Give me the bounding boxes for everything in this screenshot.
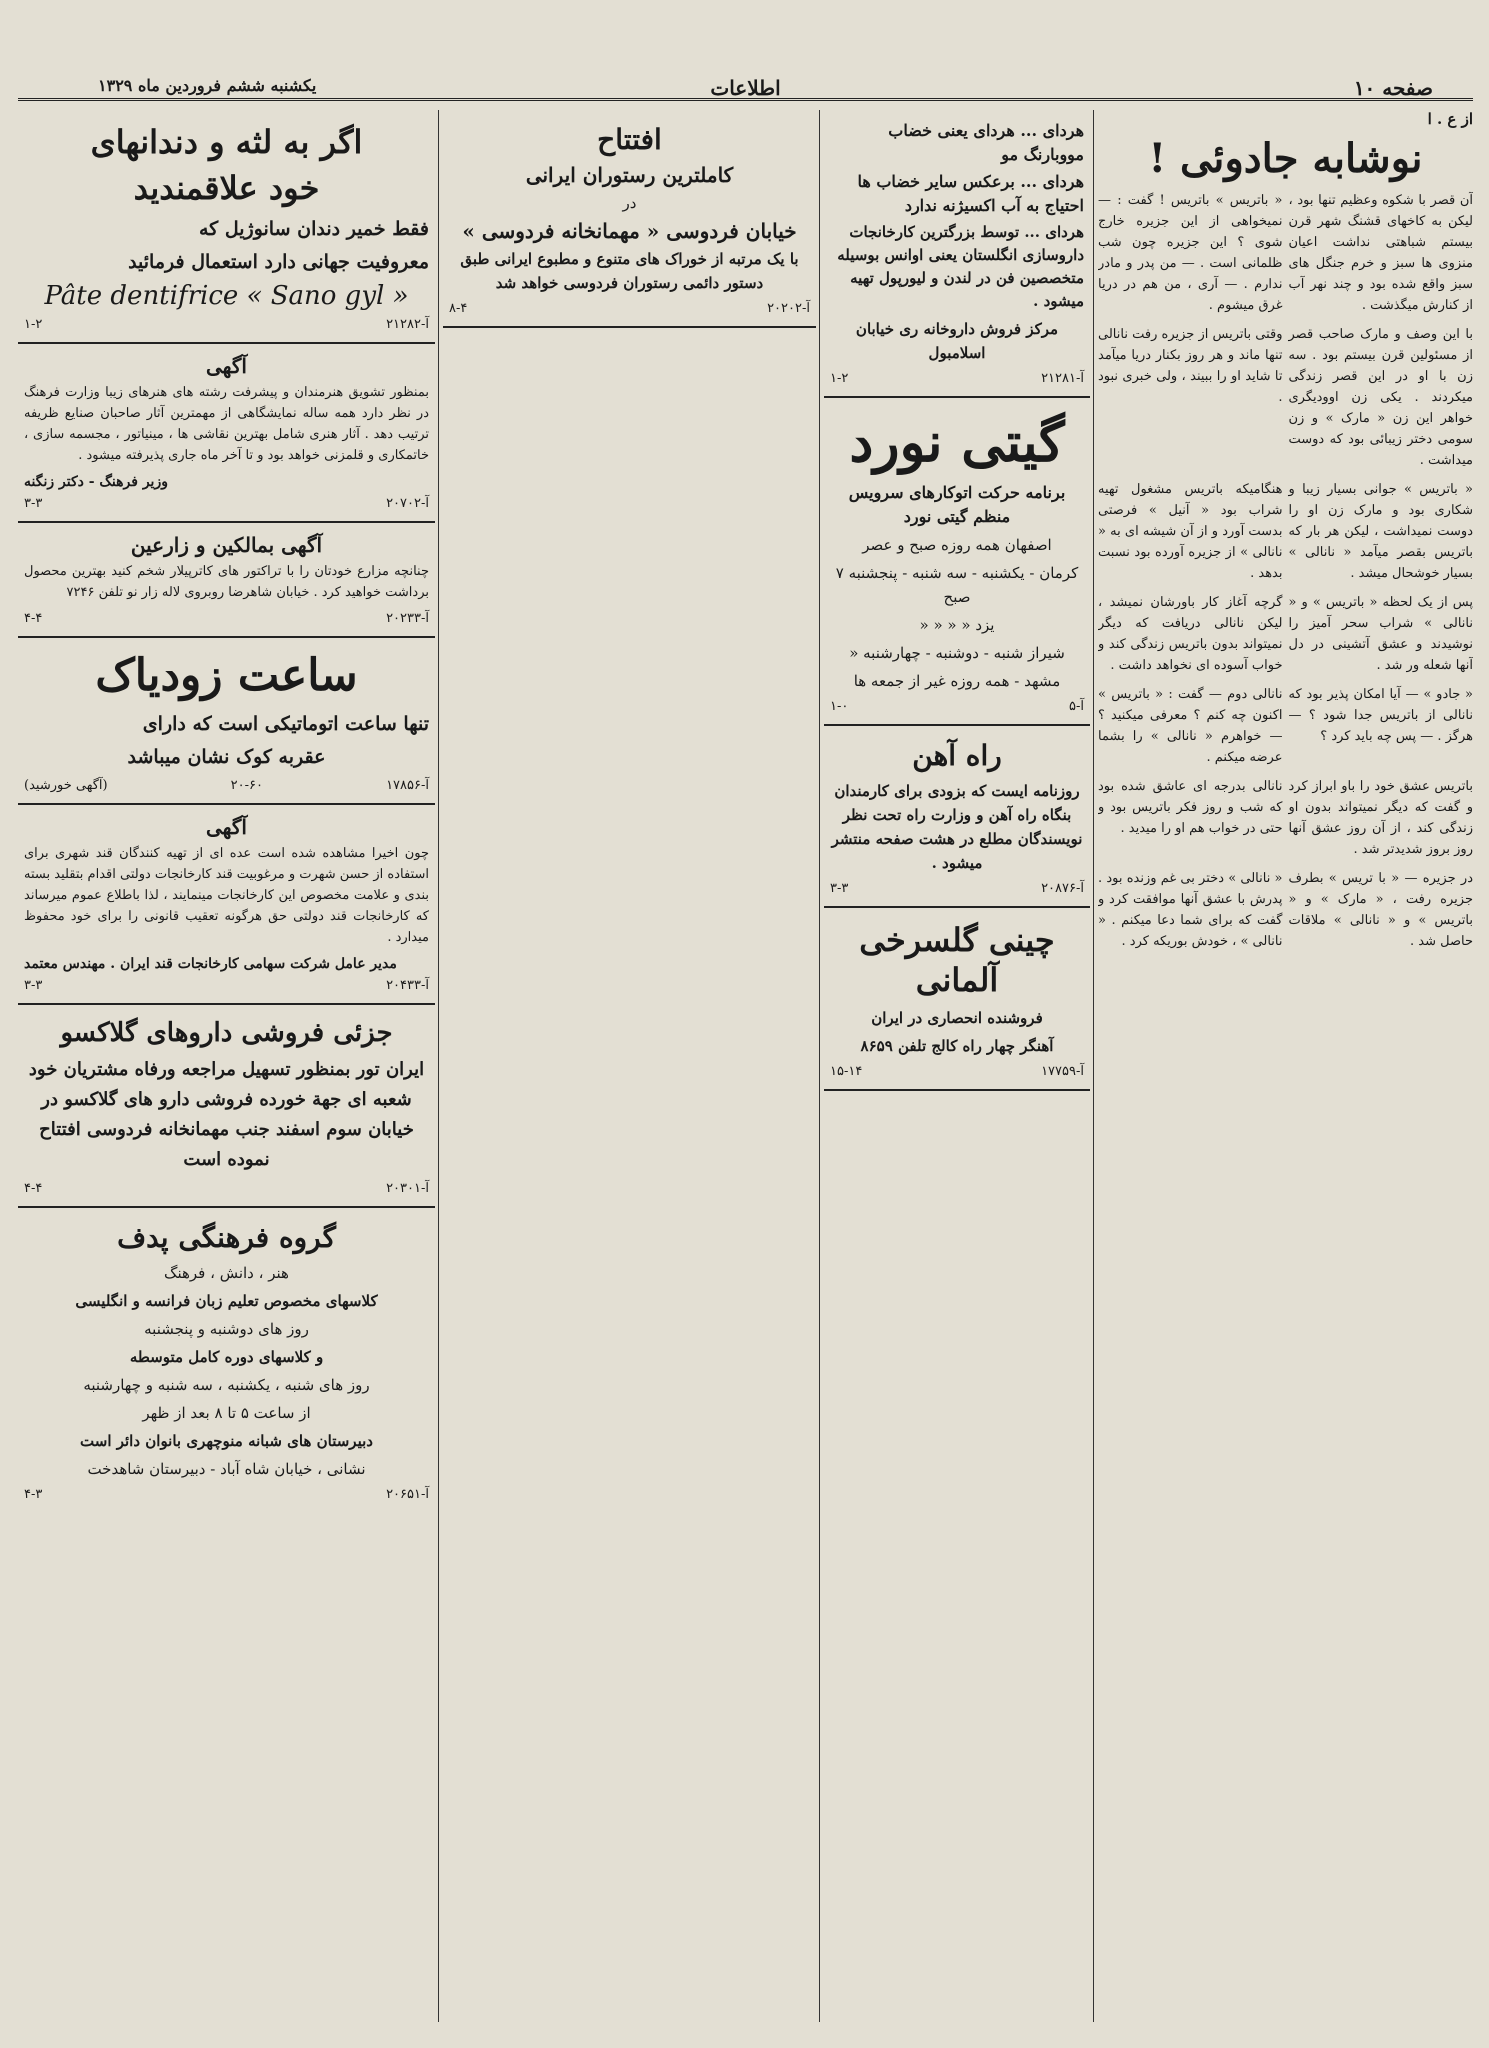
ad-line: خیابان فردوسی « مهمانخانه فردوسی » [462, 219, 797, 243]
story-paragraph: با این وصف و مارک صاحب قصر از مسئولین قرن بیستم بود . سه زن با او در این قصر زندگی میکردند . یکی زن اوودیگری خواهر این زن « مارک » و زن سومی دختر زیبائی بود که دوست میداشت . [1288, 327, 1473, 468]
story-paragraph: « جادو » — آیا امکان پذیر بود که نانالی از باتریس جدا شود ؟ — هرگز . — پس چه باید کرد ؟ [1288, 687, 1473, 744]
story-subcolumns [1098, 776, 1473, 868]
ad-line: روز های دوشنبه و پنجشنبه [144, 1320, 309, 1339]
story-paragraph: هنگامیکه باتریس مشغول تهیه شراب بود « آنیل » فرصتی بدست آورد و از آن شیشه ای به « نانالی » از جزیره آورده بود نسبت بدهد . [1098, 482, 1283, 581]
ad-line: نشانی ، خیابان شاه آباد - دبیرستان شاهدخت [87, 1460, 366, 1479]
newspaper-name: اطلاعات [710, 76, 781, 100]
ad-title: ساعت زودیاک [95, 650, 358, 701]
ad-line: معروفیت جهانی دارد استعمال فرمائید [128, 251, 429, 273]
story-paragraph: وقتی باتریس از جزیره رفت نانالی تنها ماند و هر روز بکنار دریا میآمد تا شاید او را ببیند ، ولی خبری نبود . [1098, 327, 1283, 405]
ad-line: کلاسهای مخصوص تعلیم زبان فرانسه و انگلیسی [75, 1292, 378, 1311]
column-rule [1093, 110, 1094, 2022]
ad-reference [24, 978, 429, 993]
ads-column-middle [824, 110, 1090, 2022]
ad-ref-run: ۱۵-۱۴ [830, 1063, 863, 1079]
ad-ref-run: ۴-۳ [24, 1487, 43, 1503]
ad-reference [830, 371, 1084, 386]
schedule-line: شیراز شنبه - دوشنبه - چهارشنبه « [849, 643, 1065, 662]
ad-line: کاملترین رستوران ایرانی [525, 163, 734, 187]
story-paragraph: گرچه آغاز کار باورشان نمیشد ، لیکن نانالی دریافت که دیگر نمیتواند بدون باتریس زندگی کند و خواب آسوده ای نخواهد داشت . [1098, 595, 1283, 673]
sugar-notice [18, 805, 435, 1005]
ad-ref-code: آ-۲۰۲۰۲ [767, 301, 810, 316]
story-paragraph: در جزیره — « با تریس » بطرف جزیره رفت ، « مارک » و « باتریس » و « نانالی » ملاقات حاصل شد . [1288, 871, 1473, 949]
ad-ref-run: ۴-۴ [24, 1181, 43, 1197]
ad-title: آگهی بمالکین و زارعین [130, 533, 323, 557]
ad-title: اگر به لثه و دندانهای [90, 123, 363, 161]
farmers-notice [18, 523, 435, 638]
ad-ref-code: آ-۲۰۲۳۳ [386, 611, 429, 626]
ad-title: راه آهن [912, 738, 1002, 772]
giti-nord-ad [824, 398, 1090, 726]
story-subcolumns [1098, 190, 1473, 324]
ad-reference [830, 1064, 1084, 1079]
column-rule [819, 110, 820, 2022]
ad-subtitle: هنر ، دانش ، فرهنگ [164, 1264, 289, 1283]
ad-title: افتتاح [597, 123, 662, 156]
ad-ref-run: ۳-۳ [24, 496, 43, 511]
story-subcolumns [1098, 868, 1473, 960]
schedule-line: کرمان - یکشنبه - سه شنبه - پنجشنبه ۷ صبح [835, 563, 1079, 606]
ad-ref-run: ۳-۳ [830, 880, 849, 896]
ad-title: آگهی [206, 814, 247, 839]
ad-address: آهنگر چهار راه کالج تلفن ۸۶۵۹ [860, 1036, 1054, 1055]
ad-line: عقربه کوک نشان میباشد [127, 745, 326, 768]
ad-reference [24, 778, 429, 793]
china-ad [824, 908, 1090, 1091]
column-rule [438, 110, 439, 2022]
story-paragraph: پس از یک لحظه « باتریس » و « نانالی » شراب سحر آمیز را نوشیدند و عشق آتشینی در دل آنها شعله ور شد . [1288, 595, 1473, 673]
story-subcolumns [1098, 592, 1473, 684]
ad-reference [24, 611, 429, 626]
ad-reference [449, 301, 810, 316]
ad-body: با یک مرتبه از خوراک های متنوع و مطبوع ایرانی طبق دستور دائمی رستوران فردوسی خواهد شد [460, 250, 799, 292]
ad-line: هردای ... هردای یعنی خضاب مووبارنگ مو [888, 121, 1084, 164]
ad-body: روزنامه ایست که بزودی برای کارمندان بنگاه راه آهن و وزارت راه تحت نظر نویسندگان مطلع در هشت صفحه منتشر میشود . [831, 781, 1083, 872]
glaxo-ad [18, 1005, 435, 1209]
schedule-line: اصفهان همه روزه صبح و عصر [862, 535, 1052, 554]
ad-ref-code: آ-۵ [1069, 698, 1084, 714]
page-number: صفحه ۱۰ [1353, 76, 1433, 100]
hair-dye-ad [824, 110, 1090, 398]
ad-title: خود علاقمندید [133, 169, 320, 207]
ad-ref-run: ۴-۴ [24, 611, 43, 626]
masthead [18, 56, 1473, 101]
ad-reference [24, 317, 429, 332]
ad-body: چون اخیرا مشاهده شده است عده ای از تهیه کنندگان قند شهری برای استفاده از حسن شهرت و مرغوبیت قند کارخانجات دولتی اقدام بتقلید بسته بندی و علامت مخصوص این کارخانجات مینمایند ، لذا باطلاع عموم میرساند که کارخانجات قند دولتی حق هرگونه تعقیب قانونی را برای خود محفوظ میدارد . [24, 845, 429, 945]
ad-reference [830, 699, 1084, 714]
ad-address: مرکز فروش داروخانه ری خیابان اسلامبول [855, 320, 1059, 362]
ad-line: تنها ساعت اتوماتیکی است که دارای [142, 712, 429, 735]
schedule-line: یزد « « « « [919, 615, 995, 634]
ad-line: و کلاسهای دوره کامل متوسطه [129, 1348, 324, 1367]
story-column [1098, 110, 1473, 2022]
ad-ref-code: آ-۲۰۸۷۶ [1041, 880, 1084, 896]
ad-ref-code: آ-۲۰۶۵۱ [386, 1487, 429, 1503]
ad-ref-run: ۸-۴ [449, 301, 468, 316]
story-kicker: از ع . ا [1427, 110, 1473, 128]
ad-ref-run: ۱-۲ [24, 317, 43, 332]
ad-line: هردای ... برعکس سایر خضاب ها احتیاج به آب اکسیژنه ندارد [857, 172, 1084, 215]
ad-reference [24, 496, 429, 511]
ad-reference [24, 1181, 429, 1196]
ad-line: دبیرستان های شبانه منوچهری بانوان دائر است [80, 1432, 373, 1451]
ad-note: (آگهی خورشید) [24, 777, 108, 793]
restaurant-ad [443, 110, 816, 328]
story-subcolumns [1098, 324, 1473, 479]
newspaper-page [18, 18, 1473, 2030]
ad-title: گروه فرهنگی پدف [117, 1221, 336, 1255]
ads-column-left [18, 110, 435, 2022]
ad-subtitle: فروشنده انحصاری در ایران [871, 1008, 1043, 1027]
railway-ad [824, 726, 1090, 908]
ad-title: گیتی نورد [849, 410, 1065, 474]
ad-ref-run: ۱-۰ [830, 698, 849, 714]
story-paragraph: « نانالی » دختر بی غم وزنده بود . پدرش با عشق آنها موافقت کرد و گفت که برای شما دعا میکنم . « نانالی » ، خودش بوریکه کرد . [1098, 871, 1283, 949]
exhibition-notice [18, 344, 435, 523]
ad-ref-code: آ-۱۷۷۵۹ [1041, 1063, 1084, 1079]
story-paragraph: باتریس عشق خود را باو ابراز کرد و گفت که دیگر نمیتواند بدون او زندگی کند ، از آن روز عشق آنها روز بروز شدیدتر شد . [1288, 779, 1473, 857]
ad-ref-run: ۱-۲ [830, 371, 849, 386]
ad-signature: مدیر عامل شرکت سهامی کارخانجات قند ایران . مهندس معتمد [24, 955, 397, 972]
story-subcolumns [1098, 479, 1473, 592]
ad-line: از ساعت ۵ تا ۸ بعد از ظهر [142, 1404, 311, 1423]
ad-line: هردای ... توسط بزرگترین کارخانجات داروسازی انگلستان یعنی اوانس بوسیله متخصصین فن در لندن و لیورپول تهیه میشود . [837, 223, 1084, 310]
ad-ref-code: آ-۲۱۲۸۱ [1041, 371, 1084, 386]
ad-line: در [622, 194, 637, 212]
product-name-latin: Pâte dentifrice « Sano gyl » [44, 281, 409, 311]
ad-title: جزئی فروشی داروهای گلاکسو [60, 1017, 393, 1048]
ad-body: ایران تور بمنظور تسهیل مراجعه ورفاه مشتریان خود شعبه ای جهة خورده فروشی دارو های گلاکسو در خیابان سوم اسفند جنب مهمانخانه فردوسی افتتاح نموده است [28, 1059, 425, 1171]
ad-signature: وزیر فرهنگ - دکتر زنگنه [24, 474, 168, 490]
ad-ref-code: آ-۲۰۳۰۱ [386, 1181, 429, 1197]
ad-ref-code: آ-۲۰۴۳۳ [386, 977, 429, 993]
story-subcolumns [1098, 684, 1473, 776]
story-paragraph: نانالی دوم — گفت : « باتریس » اکنون چه کنم ؟ معرفی میکنید ؟ — خواهرم « نانالی » را بشما عرضه میکنم . [1098, 687, 1283, 765]
ad-subtitle: برنامه حرکت اتوکارهای سرویس منظم گیتی نورد [848, 482, 1066, 526]
ad-ref-run: ۳-۳ [24, 977, 43, 993]
ad-ref-code: آ-۱۷۸۵۶ [386, 777, 429, 793]
ad-title: چینی گلسرخی آلمانی [859, 920, 1055, 999]
schedule-line: مشهد - همه روزه غیر از جمعه ها [853, 671, 1061, 690]
story-title: نوشابه جادوئی ! [1148, 135, 1423, 182]
toothpaste-ad [18, 110, 435, 344]
ad-reference [24, 1487, 429, 1502]
ad-line: فقط خمیر دندان سانوژیل که [199, 218, 429, 240]
zodiac-watch-ad [18, 638, 435, 805]
story-paragraph: نانالی بدرجه ای عاشق شده بود که شب و روز فکر باتریس بود و حتی در خواب هم او را میدید . [1098, 779, 1283, 836]
story-paragraph: « باتریس » جوانی بسیار زیبا و شکاری بود و مارک زن او را دوست نمیداشت ، لیکن هر بار که باتریس بقصر میآمد « نانالی » بسیار خوشحال میشد . [1288, 482, 1473, 581]
ad-ref-run: ۲۰-۶۰ [230, 777, 263, 793]
ad-title: آگهی [206, 354, 247, 378]
ad-body: بمنظور تشویق هنرمندان و پیشرفت رشته های هنرهای زیبا وزارت فرهنگ در نظر دارد همه ساله نمایشگاهی از مهمترین آثار صاحبان صنایع ظریفه ترتیب دهد . آثار هنری شامل بهترین نقاشی ها ، مینیاتور ، مجسمه سازی ، خاتمکاری و قلمزنی خواهد بود و تا آخر ماه جاری پذیرفته میشود . [24, 385, 429, 463]
story-paragraph: آن قصر با شکوه وعظیم تنها بود ، لیکن به کاخهای قشنگ شهر قرن بیستم شباهتی نداشت اعیان منزوی ها سبز و خرم جنگل های سبز واقع شده بود و چند نهر آب از کنارش میگذشت . [1288, 193, 1473, 313]
ad-ref-code: آ-۲۱۲۸۲ [386, 317, 429, 332]
story-paragraph: « باتریس » باتریس ! گفت : — نمیخواهی از این جزیره خارج شوی ؟ این جزیره چون شب ظلمانی است . — من پدر و مادر ندارم . — آری ، من هم در دریا غرق میشوم . [1098, 193, 1283, 313]
ad-line: روز های شنبه ، یکشنبه ، سه شنبه و چهارشنبه [83, 1376, 370, 1395]
culture-group-ad [18, 1208, 435, 1512]
ad-reference [830, 881, 1084, 896]
ads-column-center [443, 110, 816, 2022]
ad-body: چنانچه مزارع خودتان را با تراکتور های کاترپیلار شخم کنید بهترین محصول برداشت خواهید کرد . خیابان شاهرضا روبروی لاله زار نو تلفن ۷۲۴۶ [24, 564, 429, 600]
issue-date: یکشنبه ششم فروردین ماه ۱۳۲۹ [98, 76, 317, 95]
ad-ref-code: آ-۲۰۷۰۲ [386, 496, 429, 511]
